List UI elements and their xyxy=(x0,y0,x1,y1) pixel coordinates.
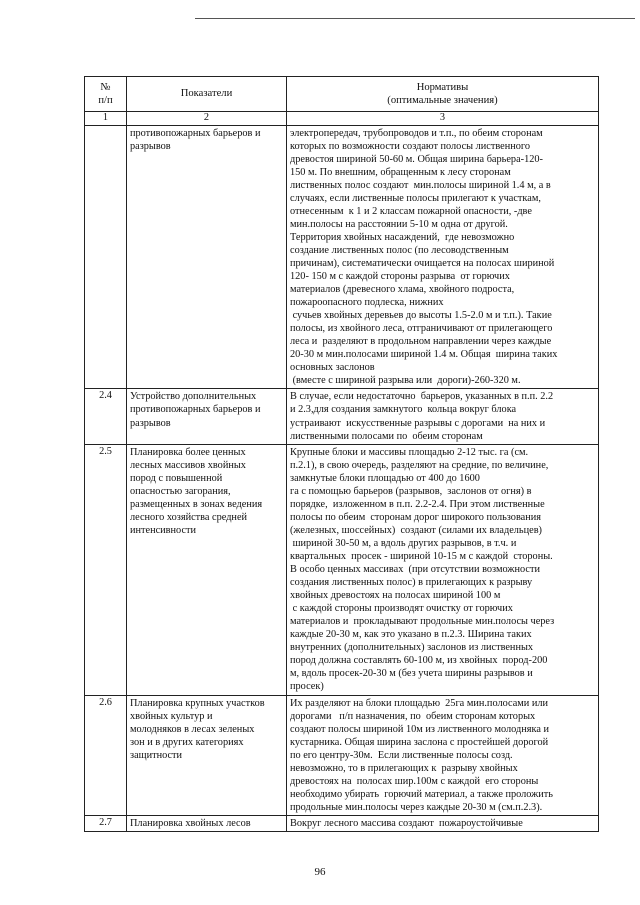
row-indicator: противопожарных барьеров и разрывов xyxy=(127,125,287,389)
top-rule xyxy=(195,18,635,19)
column-number-row xyxy=(85,112,599,126)
row-norm: В случае, если недостаточно барьеров, указанных в п.п. 2.2 и 2.3,для создания замкнутого кольца вокруг блока устраивают искусственные разрывы с дорогами на них и лиственными полосами по обеим сторонам xyxy=(287,389,599,444)
row-norm: Их разделяют на блоки площадью 25га мин.полосами или дорогами п/п назначения, по обеим сторонам которых создают полосы шириной 10м из лиственного молодняка и кустарника. Общая ширина заслона с простейшей дорогой по его центру-30м. Если лиственные полосы созд. невозможно, то в прилегающих к разрыву хвойных древостоях на полосах шир.100м с каждой его стороны необходимо убирать горючий материал, а также проложить продольные мин.полосы через каждые 20-30 м (см.п.2.3). xyxy=(287,695,599,815)
column-number: 3 xyxy=(287,112,599,126)
row-norm: Вокруг лесного массива создают пожароустойчивые xyxy=(287,815,599,831)
column-number: 2 xyxy=(127,112,287,126)
row-indicator: Устройство дополнительных противопожарных барьеров и разрывов xyxy=(127,389,287,444)
row-norm: электропередач, трубопроводов и т.п., по обеим сторонам которых по возможности создают полосы лиственного древостоя шириной 50-60 м. Общая ширина барьера-120- 150 м. По внешним, обращенным к лесу сторонам лиственных полос создают мин.полосы шириной 1.4 м, а в случаях, если лиственные полосы прилегают к участкам, отнесенным к 1 и 2 классам пожарной опасности, -две мин.полосы на расстоянии 5-10 м одна от другой. Территория хвойных насаждений, где невозможно создание лиственных полос (по лесоводственным причинам), систематически очищается на полосах шириной 120- 150 м с каждой стороны разрыва от горючих материалов (древесного хлама, хвойного подроста, пожароопасного подлеска, нижних сучьев хвойных деревьев до высоты 1.5-2.0 м и т.п.). Такие полосы, из хвойного леса, отграничивают от прилегающего леса и разделяют в продольном направлении через каждые 20-30 м мин.полосами шириной 1.4 м. Общая ширина таких основных заслонов (вместе с шириной разрыва или дороги)-260-320 м. xyxy=(287,125,599,389)
header-norms: Нормативы (оптимальные значения) xyxy=(287,77,599,112)
table-row xyxy=(85,125,599,389)
header-indicator: Показатели xyxy=(127,77,287,112)
row-indicator: Планировка крупных участков хвойных культур и молодняков в лесах зеленых зон и в других категориях защитности xyxy=(127,695,287,815)
table-row xyxy=(85,815,599,831)
row-number: 2.5 xyxy=(85,444,127,695)
table-row xyxy=(85,389,599,444)
table-row xyxy=(85,695,599,815)
column-number: 1 xyxy=(85,112,127,126)
row-number xyxy=(85,125,127,389)
table-header-row xyxy=(85,77,599,112)
row-number: 2.6 xyxy=(85,695,127,815)
row-indicator: Планировка хвойных лесов xyxy=(127,815,287,831)
page-number: 96 xyxy=(314,866,326,878)
norms-table xyxy=(84,76,599,832)
table-row xyxy=(85,444,599,695)
row-number: 2.4 xyxy=(85,389,127,444)
row-indicator: Планировка более ценных лесных массивов хвойных пород с повышенной опасностью загорания, размещенных в зонах ведения лесного хозяйства средней интенсивности xyxy=(127,444,287,695)
document-page xyxy=(84,76,598,832)
row-norm: Крупные блоки и массивы площадью 2-12 тыс. га (см. п.2.1), в свою очередь, разделяют на средние, по величине, замкнутые блоки площадью от 400 до 1600 га с помощью барьеров (разрывов, заслонов от огня) в порядке, изложенном в п.п. 2.2-2.4. При этом лиственные полосы по обеим сторонам дорог широкого пользования (железных, шоссейных) создают (силами их владельцев) шириной 30-50 м, а вдоль других разрывов, в т.ч. и квартальных просек - шириной 10-15 м с каждой стороны. В особо ценных массивах (при отсутствии возможности создания лиственных полос) в прилегающих к разрыву хвойных древостоях на полосах шириной 100 м с каждой стороны производят очистку от горючих материалов и прокладывают продольные мин.полосы через каждые 20-30 м, как это указано в п.2.3. Ширина таких внутренних (дополнительных) заслонов из лиственных пород должна составлять 60-100 м, из хвойных пород-200 м, вдоль просек-20-30 м (без учета ширины разрывов и просек) xyxy=(287,444,599,695)
row-number: 2.7 xyxy=(85,815,127,831)
header-number: № п/п xyxy=(85,77,127,112)
